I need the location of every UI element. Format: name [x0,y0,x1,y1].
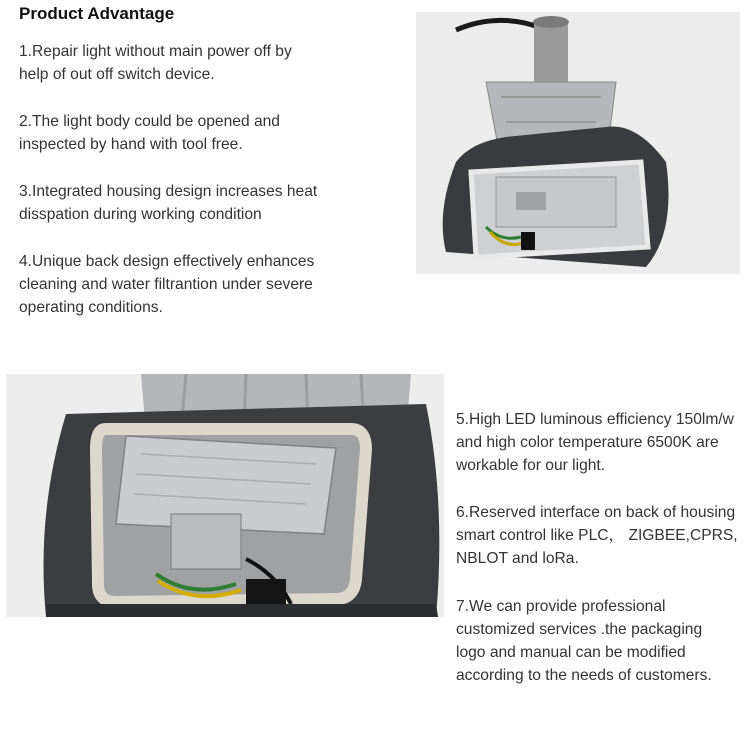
led-driver-closeup-photo [6,374,444,617]
street-light-open-housing-photo [416,12,740,274]
advantage-7: 7.We can provide professional customized services .the packaging logo and manual can be modified according to the needs of customers. [456,598,712,684]
advantage-3: 3.Integrated housing design increases heat disspation during working condition [19,183,318,223]
advantage-1: 1.Repair light without main power off by help of out off switch device. [19,43,292,83]
section-title: Product Advantage [19,4,175,23]
advantage-6: 6.Reserved interface on back of housing smart control like PLC， ZIGBEE,CPRS, NBLOT and loRa. [456,504,738,567]
street-light-open-housing-image [416,12,740,274]
led-driver-closeup-image [6,374,444,617]
advantage-4: 4.Unique back design effectively enhances cleaning and water filtrantion under severe operating conditions. [19,253,315,316]
advantage-5: 5.High LED luminous efficiency 150lm/w and high color temperature 6500K are workable for our light. [456,411,734,474]
advantage-2: 2.The light body could be opened and inspected by hand with tool free. [19,113,280,153]
